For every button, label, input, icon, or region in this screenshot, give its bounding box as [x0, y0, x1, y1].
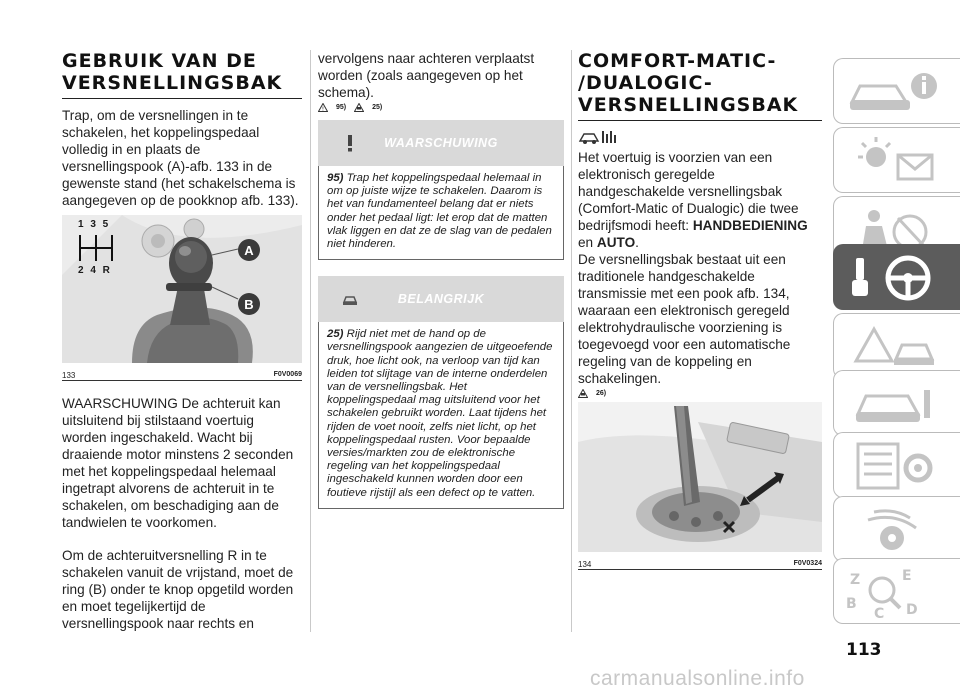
dualogic-paragraph-1: Het voertuig is voorzien van een elektronisch geregelde handgeschakelde versnellingsbak (Comfort-Matic of Dualogic) die twee bedrijfsmodi heeft: HANDBEDIENING en AUTO. [578, 150, 808, 250]
warning-number: 95) [327, 172, 344, 184]
important-box-title: BELANGRIJK [397, 292, 485, 307]
figure-code: F0V0069 [273, 371, 302, 378]
warning-box-title: WAARSCHUWING [384, 136, 498, 150]
reference-95: 95) [336, 104, 347, 111]
figure-caption [62, 368, 302, 380]
page-number: 113 [846, 640, 882, 660]
important-number: 25) [327, 328, 344, 341]
middle-column [318, 50, 564, 509]
starting-driving-icon [844, 250, 944, 306]
mode-manual: HANDBEDIENING [692, 218, 808, 233]
multimedia-icon [844, 502, 944, 558]
dualogic-reference [578, 389, 822, 398]
maintenance-icon [844, 376, 944, 432]
warning-references [318, 103, 564, 112]
figure-caption [578, 557, 822, 569]
warning-icon [340, 133, 360, 153]
continued-paragraph: vervolgens naar achteren verplaatst worden (zoals aangegeven op het schema). [318, 51, 535, 100]
section-title-manual-gearbox: GEBRUIK VAN DE VERSNELLINGSBAK [62, 50, 302, 99]
shift-pattern [72, 219, 124, 281]
svg-text:!: ! [322, 106, 324, 112]
warning-text: Trap het koppelingspedaal helemaal in om op juiste wijze te schakelen. Daarom is het van fundamenteel belang dat er niets onder het pedaal ligt: let erop dat de matten vlak liggen en dat ze de slag van de pedalen niet hinderen. [327, 172, 552, 251]
emergency-icon [844, 319, 944, 375]
index-icon [844, 564, 944, 624]
section-title-dualogic: COMFORT-MATIC- /DUALOGIC- VERSNELLINGSBAK [578, 50, 822, 121]
equipment-icons [578, 129, 822, 145]
svg-text:C: C [874, 606, 885, 622]
column-divider [571, 50, 572, 632]
dualogic-lever-illustration [578, 402, 822, 552]
important-box-body [318, 322, 564, 509]
figure-133 [62, 215, 302, 381]
chapter-tab-technical-data[interactable] [833, 432, 960, 498]
chapter-tab-starting-driving[interactable] [833, 244, 960, 310]
shift-pattern-lines [72, 233, 124, 263]
shift-pattern-top: 1 3 5 [78, 219, 111, 230]
car-info-icon [844, 64, 944, 120]
technical-data-icon [844, 438, 944, 494]
chapter-tab-index[interactable] [833, 558, 960, 624]
mode-auto: AUTO [596, 235, 636, 250]
figure-number: 133 [62, 371, 76, 380]
dualogic-paragraph-2: De versnellingsbak bestaat uit een traditionele handgeschakelde transmissie met een pook afb. 134, waaraan een elektronisch geregeld elektrohydraulische voorziening is toegevoegd voor een automatische regeling van de koppeling en schakelingen. [578, 252, 791, 386]
callout-a: A [238, 239, 260, 261]
reference-26: 26) [596, 390, 607, 397]
figure-code: F0V0324 [793, 560, 822, 567]
important-triangle-icon [578, 389, 588, 398]
chapter-tab-maintenance[interactable] [833, 370, 960, 436]
chapter-tab-vehicle-info[interactable] [833, 58, 960, 124]
warning-box-header [318, 120, 564, 166]
car-caution-icon [340, 289, 360, 309]
important-text: Rijd niet met de hand op de versnellingspook aangezien de uitgeoefende druk, hoe licht ook, na verloop van tijd kan leiden tot slijtage van de interne onderdelen van de versnellingsbak. Het koppelingspedaal mag uitsluitend voor het schakelen gebruikt worden. Laat tijdens het rijden de voet nooit, zelfs niet licht, op het koppelingspedaal rusten. Voor bepaalde versies/markten zou de elektronische regeling van het koppelingspedaal ingeschakeld kunnen worden door een foutieve rijstijl als een defect op te vatten. [327, 328, 553, 499]
warning-triangle-icon [318, 103, 328, 112]
chapter-tab-multimedia[interactable] [833, 496, 960, 562]
shift-pattern-bottom: 2 4 R [78, 265, 112, 276]
callout-b: B [238, 293, 260, 315]
optional-equipment-icon [578, 129, 618, 145]
svg-text:Z: Z [850, 572, 861, 588]
figure-number: 134 [578, 560, 592, 569]
reverse-warning-paragraph: WAARSCHUWING De achteruit kan uitsluitend bij stilstaand voertuig worden ingeschakeld. Wacht bij draaiende motor minstens 2 seconden met het koppelingspedaal helemaal ingetrapt alvorens de achteruit in te schakelen, om beschadiging aan de tandwielen te voorkomen. [62, 396, 294, 530]
svg-text:E: E [902, 568, 912, 584]
column-divider [310, 50, 311, 632]
warning-box-body [318, 166, 564, 260]
left-column [62, 50, 302, 632]
svg-text:B: B [846, 596, 857, 612]
right-column [578, 50, 822, 570]
important-triangle-icon [354, 103, 364, 112]
reference-25: 25) [372, 104, 383, 111]
intro-paragraph: Trap, om de versnellingen in te schakelen, het koppelingspedaal volledig in en plaats de versnellingspook (A)-afb. 133 in de gewenste stand (het schakelschema is aangegeven op de pookknop afb. 133). [62, 108, 299, 208]
figure-134 [578, 402, 822, 570]
svg-text:D: D [906, 602, 918, 618]
watermark: carmanualsonline.info [590, 667, 805, 690]
warning-lights-icon [844, 133, 944, 189]
reverse-gear-paragraph: Om de achteruitversnelling R in te schakelen vanuit de vrijstand, moet de ring (B) onder te knop opgetild worden en moet tegelijkertijd de versnellingspook naar rechts en [62, 548, 294, 631]
important-box-header [318, 276, 564, 322]
chapter-tab-dashboard[interactable] [833, 127, 960, 193]
